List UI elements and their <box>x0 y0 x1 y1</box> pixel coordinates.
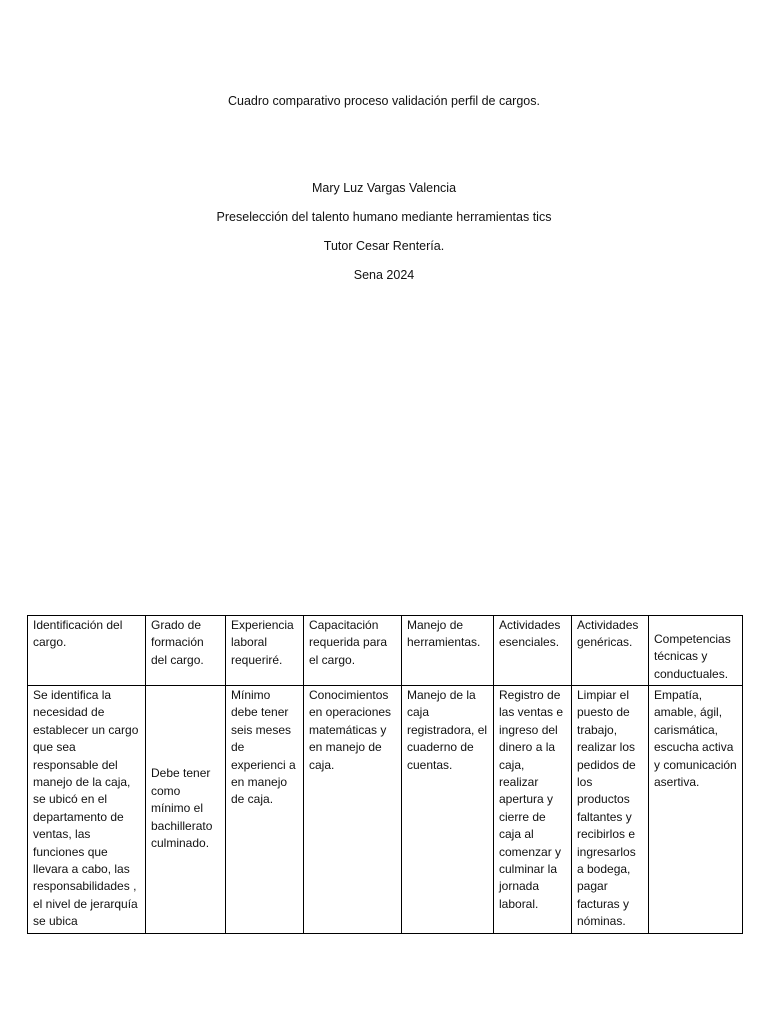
table-row <box>28 686 743 934</box>
header-cell-experience <box>226 616 304 686</box>
cell-text: Mínimo debe tener seis meses de experienci a en manejo de caja. <box>231 688 296 807</box>
table-header-row <box>28 616 743 686</box>
header-cell-generic-activities <box>572 616 649 686</box>
cell-competencies <box>649 686 743 934</box>
header-label: Actividades esenciales. <box>499 618 561 650</box>
header-label: Capacitación requerida para el cargo. <box>309 618 388 667</box>
header-cell-training <box>304 616 402 686</box>
course-name: Preselección del talento humano mediante herramientas tics <box>216 210 552 224</box>
header-cell-competencies <box>649 616 743 686</box>
header-label: Competencias técnicas y conductuales. <box>654 631 731 681</box>
cell-text: Conocimientos en operaciones matemáticas y en manejo de caja. <box>309 688 392 772</box>
cell-generic-activities <box>572 686 649 934</box>
header-label: Actividades genéricas. <box>577 618 639 650</box>
comparison-table <box>27 615 743 934</box>
header-cell-education <box>146 616 226 686</box>
header-label: Grado de formación del cargo. <box>151 618 204 667</box>
cell-essential-activities <box>494 686 572 934</box>
cell-text: Registro de las ventas e ingreso del dinero a la caja, realizar apertura y cierre de caja al comenzar y culminar la jornada laboral. <box>499 688 564 911</box>
cell-text: Se identifica la necesidad de establecer un cargo que sea responsable del manejo de la caja, se ubicó en el departamento de ventas, las funciones que llevara a cabo, las responsabilidades , el nivel de jerarquía se ubica <box>33 688 139 929</box>
author-name: Mary Luz Vargas Valencia <box>311 181 457 195</box>
header-label: Identificación del cargo. <box>33 618 123 650</box>
header-cell-essential-activities <box>494 616 572 686</box>
cell-tools <box>402 686 494 934</box>
header-label: Manejo de herramientas. <box>407 618 481 650</box>
cell-training <box>304 686 402 934</box>
cell-identification <box>28 686 146 934</box>
cell-experience <box>226 686 304 934</box>
cell-text: Manejo de la caja registradora, el cuaderno de cuentas. <box>407 688 488 772</box>
tutor-name: Tutor Cesar Rentería. <box>323 239 445 253</box>
document-title: Cuadro comparativo proceso validación perfil de cargos. <box>228 94 540 108</box>
cell-text: Debe tener como mínimo el bachillerato culminado. <box>151 766 213 850</box>
header-label: Experiencia laboral requeriré. <box>231 618 294 667</box>
institution-year: Sena 2024 <box>353 268 415 282</box>
cell-education <box>146 686 226 934</box>
header-cell-tools <box>402 616 494 686</box>
cell-text: Limpiar el puesto de trabajo, realizar los pedidos de los productos faltantes y recibirlos e ingresarlos a bodega, pagar facturas y nóminas. <box>577 688 636 929</box>
header-cell-identification <box>28 616 146 686</box>
cell-text: Empatía, amable, ágil, carismática, escucha activa y comunicación asertiva. <box>654 688 737 790</box>
